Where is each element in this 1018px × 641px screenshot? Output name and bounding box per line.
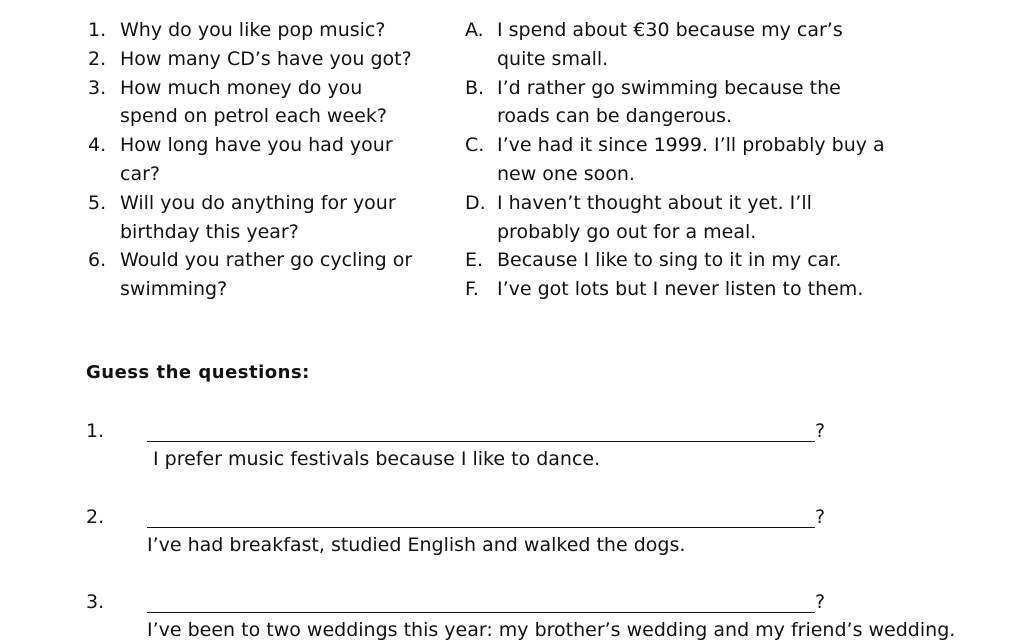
question-text: How many CD’s have you got? bbox=[120, 47, 412, 70]
answer-blank-line[interactable] bbox=[147, 527, 815, 528]
answer-item bbox=[465, 246, 887, 275]
answer-letter: A. bbox=[465, 19, 484, 41]
question-text: Will you do anything for your birthday this year? bbox=[120, 191, 396, 243]
question-number: 4. bbox=[88, 134, 107, 157]
question-number: 2. bbox=[88, 47, 107, 70]
answer-text: I’d rather go swimming because the roads can be dangerous. bbox=[497, 76, 841, 128]
answer-item bbox=[465, 74, 887, 132]
answer-item bbox=[465, 189, 887, 247]
answer-letter: D. bbox=[465, 191, 486, 214]
question-list bbox=[88, 16, 420, 304]
question-item bbox=[88, 246, 420, 304]
question-number: 6. bbox=[88, 249, 107, 272]
given-answer: I’ve been to two weddings this year: my brother’s wedding and my friend’s wedding. bbox=[147, 619, 956, 641]
question-number: 1. bbox=[88, 19, 107, 41]
guess-number: 1. bbox=[86, 420, 105, 442]
answer-text: I spend about €30 because my car’s quite small. bbox=[497, 19, 843, 70]
question-item bbox=[88, 74, 420, 132]
question-text: How much money do you spend on petrol each week? bbox=[120, 76, 387, 128]
given-answer: I’ve had breakfast, studied English and walked the dogs. bbox=[147, 534, 686, 556]
guess-number: 3. bbox=[86, 591, 105, 613]
question-text: How long have you had your car? bbox=[120, 134, 393, 185]
answer-text: Because I like to sing to it in my car. bbox=[497, 249, 842, 272]
answer-list bbox=[465, 16, 887, 304]
question-item bbox=[88, 45, 420, 74]
answer-letter: C. bbox=[465, 134, 485, 157]
question-item bbox=[88, 16, 420, 45]
question-mark: ? bbox=[815, 420, 826, 442]
question-text: Why do you like pop music? bbox=[120, 19, 386, 41]
answer-blank-line[interactable] bbox=[147, 612, 815, 613]
question-text: Would you rather go cycling or swimming? bbox=[120, 249, 413, 301]
answer-letter: E. bbox=[465, 249, 484, 272]
answer-item bbox=[465, 131, 887, 189]
answer-letter: F. bbox=[465, 278, 479, 301]
question-number: 5. bbox=[88, 191, 107, 214]
given-answer: I prefer music festivals because I like to dance. bbox=[153, 448, 601, 470]
answer-text: I haven’t thought about it yet. I’ll probably go out for a meal. bbox=[497, 191, 812, 243]
question-item bbox=[88, 189, 420, 247]
answer-item bbox=[465, 275, 887, 304]
answer-blank-line[interactable] bbox=[147, 441, 815, 442]
answer-text: I’ve got lots but I never listen to them. bbox=[497, 278, 864, 301]
guess-number: 2. bbox=[86, 506, 105, 528]
answer-letter: B. bbox=[465, 76, 485, 99]
question-mark: ? bbox=[815, 506, 826, 528]
section-heading: Guess the questions: bbox=[86, 362, 310, 383]
question-mark: ? bbox=[815, 591, 826, 613]
answer-text: I’ve had it since 1999. I’ll probably buy a new one soon. bbox=[497, 134, 885, 185]
question-number: 3. bbox=[88, 76, 107, 99]
answer-item bbox=[465, 16, 887, 74]
question-item bbox=[88, 131, 420, 189]
